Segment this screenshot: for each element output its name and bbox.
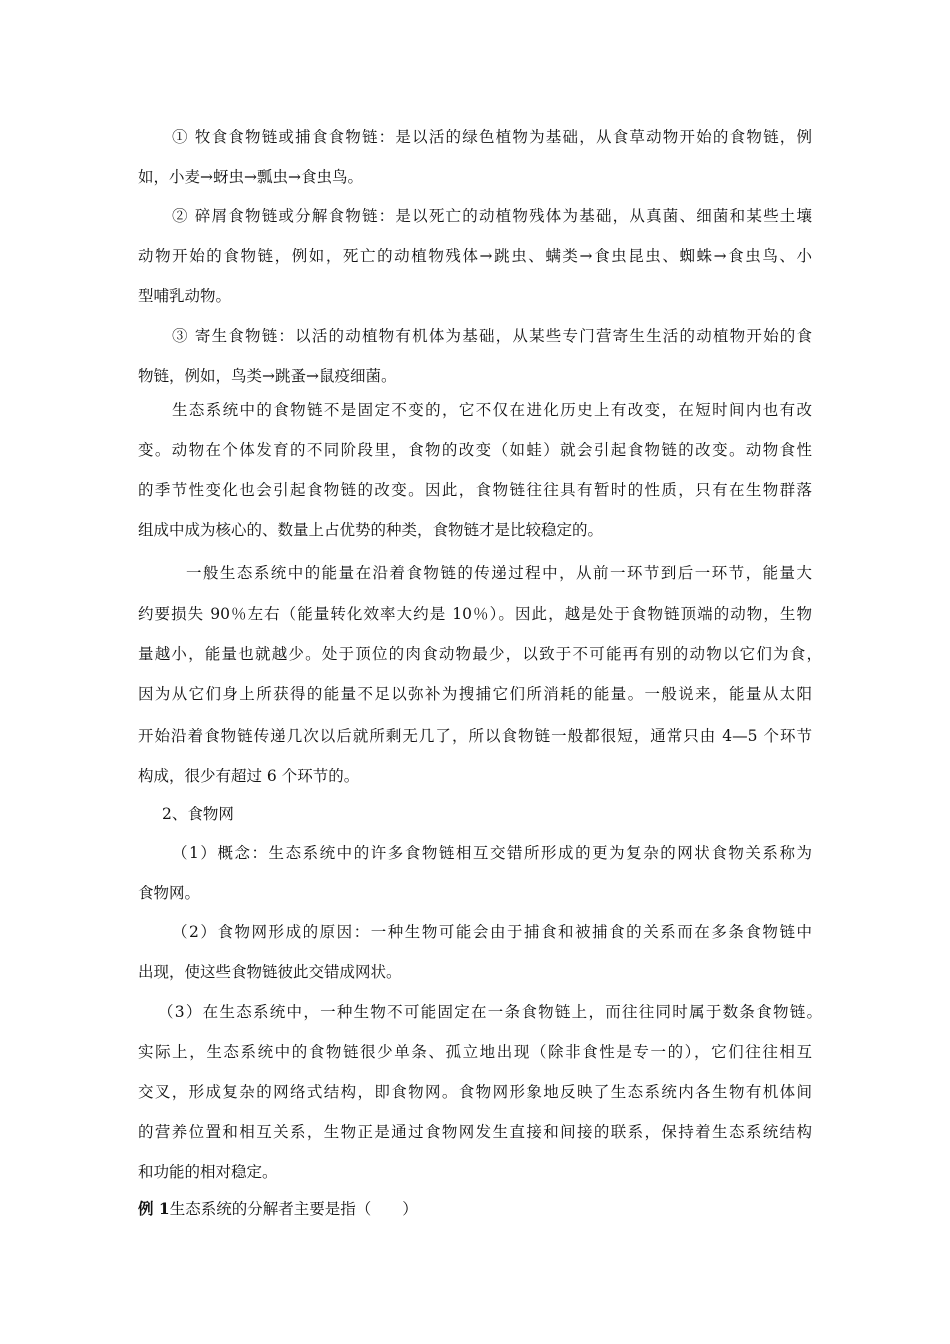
- text-line: 的营养位置和相互关系，生物正是通过食物网发生直接和间接的联系，保持着生态系统结构: [138, 1123, 812, 1141]
- text-line: 的季节性变化也会引起食物链的改变。因此，食物链往往具有暂时的性质，只有在生物群落: [138, 481, 812, 499]
- text-line: 如，小麦→蚜虫→瓢虫→食虫鸟。: [138, 168, 363, 186]
- text-line: 约要损失 90％左右（能量转化效率大约是 10％）。因此，越是处于食物链顶端的动物，生物: [138, 605, 812, 623]
- example-label: 例 1: [138, 1199, 170, 1218]
- text-line: 交叉，形成复杂的网络式结构，即食物网。食物网形象地反映了生态系统内各生物有机体间: [138, 1083, 812, 1101]
- text-line: 食物网。: [138, 884, 201, 902]
- text-line: （3）在生态系统中，一种生物不可能固定在一条食物链上，而往往同时属于数条食物链。: [158, 1003, 822, 1021]
- text-line: 动物开始的食物链，例如，死亡的动植物残体→跳虫、螨类→食虫昆虫、蜘蛛→食虫鸟、小: [138, 247, 812, 265]
- text-line: 变。动物在个体发育的不同阶段里，食物的改变（如蛙）就会引起食物链的改变。动物食性: [138, 441, 812, 459]
- text-line: 生态系统中的食物链不是固定不变的，它不仅在进化历史上有改变，在短时间内也有改: [172, 401, 812, 419]
- text-line: 物链，例如，鸟类→跳蚤→鼠疫细菌。: [138, 367, 397, 385]
- text-line: 量越小，能量也就越少。处于顶位的肉食动物最少，以致于不可能再有别的动物以它们为食，: [138, 645, 822, 663]
- text-line: （2）食物网形成的原因：一种生物可能会由于捕食和被捕食的关系而在多条食物链中: [172, 923, 812, 941]
- text-line: 出现，使这些食物链彼此交错成网状。: [138, 963, 402, 981]
- text-line: 构成，很少有超过 6 个环节的。: [138, 767, 360, 785]
- text-line: ① 牧食食物链或捕食食物链：是以活的绿色植物为基础，从食草动物开始的食物链，例: [172, 128, 812, 146]
- text-line: 开始沿着食物链传递几次以后就所剩无几了，所以食物链一般都很短，通常只由 4—5 个环节: [138, 727, 812, 745]
- text-line: 和功能的相对稳定。: [138, 1163, 278, 1181]
- text-line: ③ 寄生食物链：以活的动植物有机体为基础，从某些专门营寄生生活的动植物开始的食: [172, 327, 812, 345]
- example-text: 生态系统的分解者主要是指（ ）: [169, 1200, 418, 1218]
- text-line: 因为从它们身上所获得的能量不足以弥补为搜捕它们所消耗的能量。一般说来，能量从太阳: [138, 685, 812, 703]
- text-line: 一般生态系统中的能量在沿着食物链的传递过程中，从前一环节到后一环节，能量大: [186, 564, 812, 582]
- section-heading: 2、食物网: [162, 805, 234, 823]
- text-line: 组成中成为核心的、数量上占优势的种类，食物链才是比较稳定的。: [138, 521, 604, 539]
- example-question: [138, 1199, 418, 1219]
- text-line: 型哺乳动物。: [138, 287, 232, 305]
- text-line: ② 碎屑食物链或分解食物链：是以死亡的动植物残体为基础，从真菌、细菌和某些土壤: [172, 207, 812, 225]
- text-line: 实际上，生态系统中的食物链很少单条、孤立地出现（除非食性是专一的），它们往往相互: [138, 1043, 812, 1061]
- text-line: （1）概念：生态系统中的许多食物链相互交错所形成的更为复杂的网状食物关系称为: [172, 844, 812, 862]
